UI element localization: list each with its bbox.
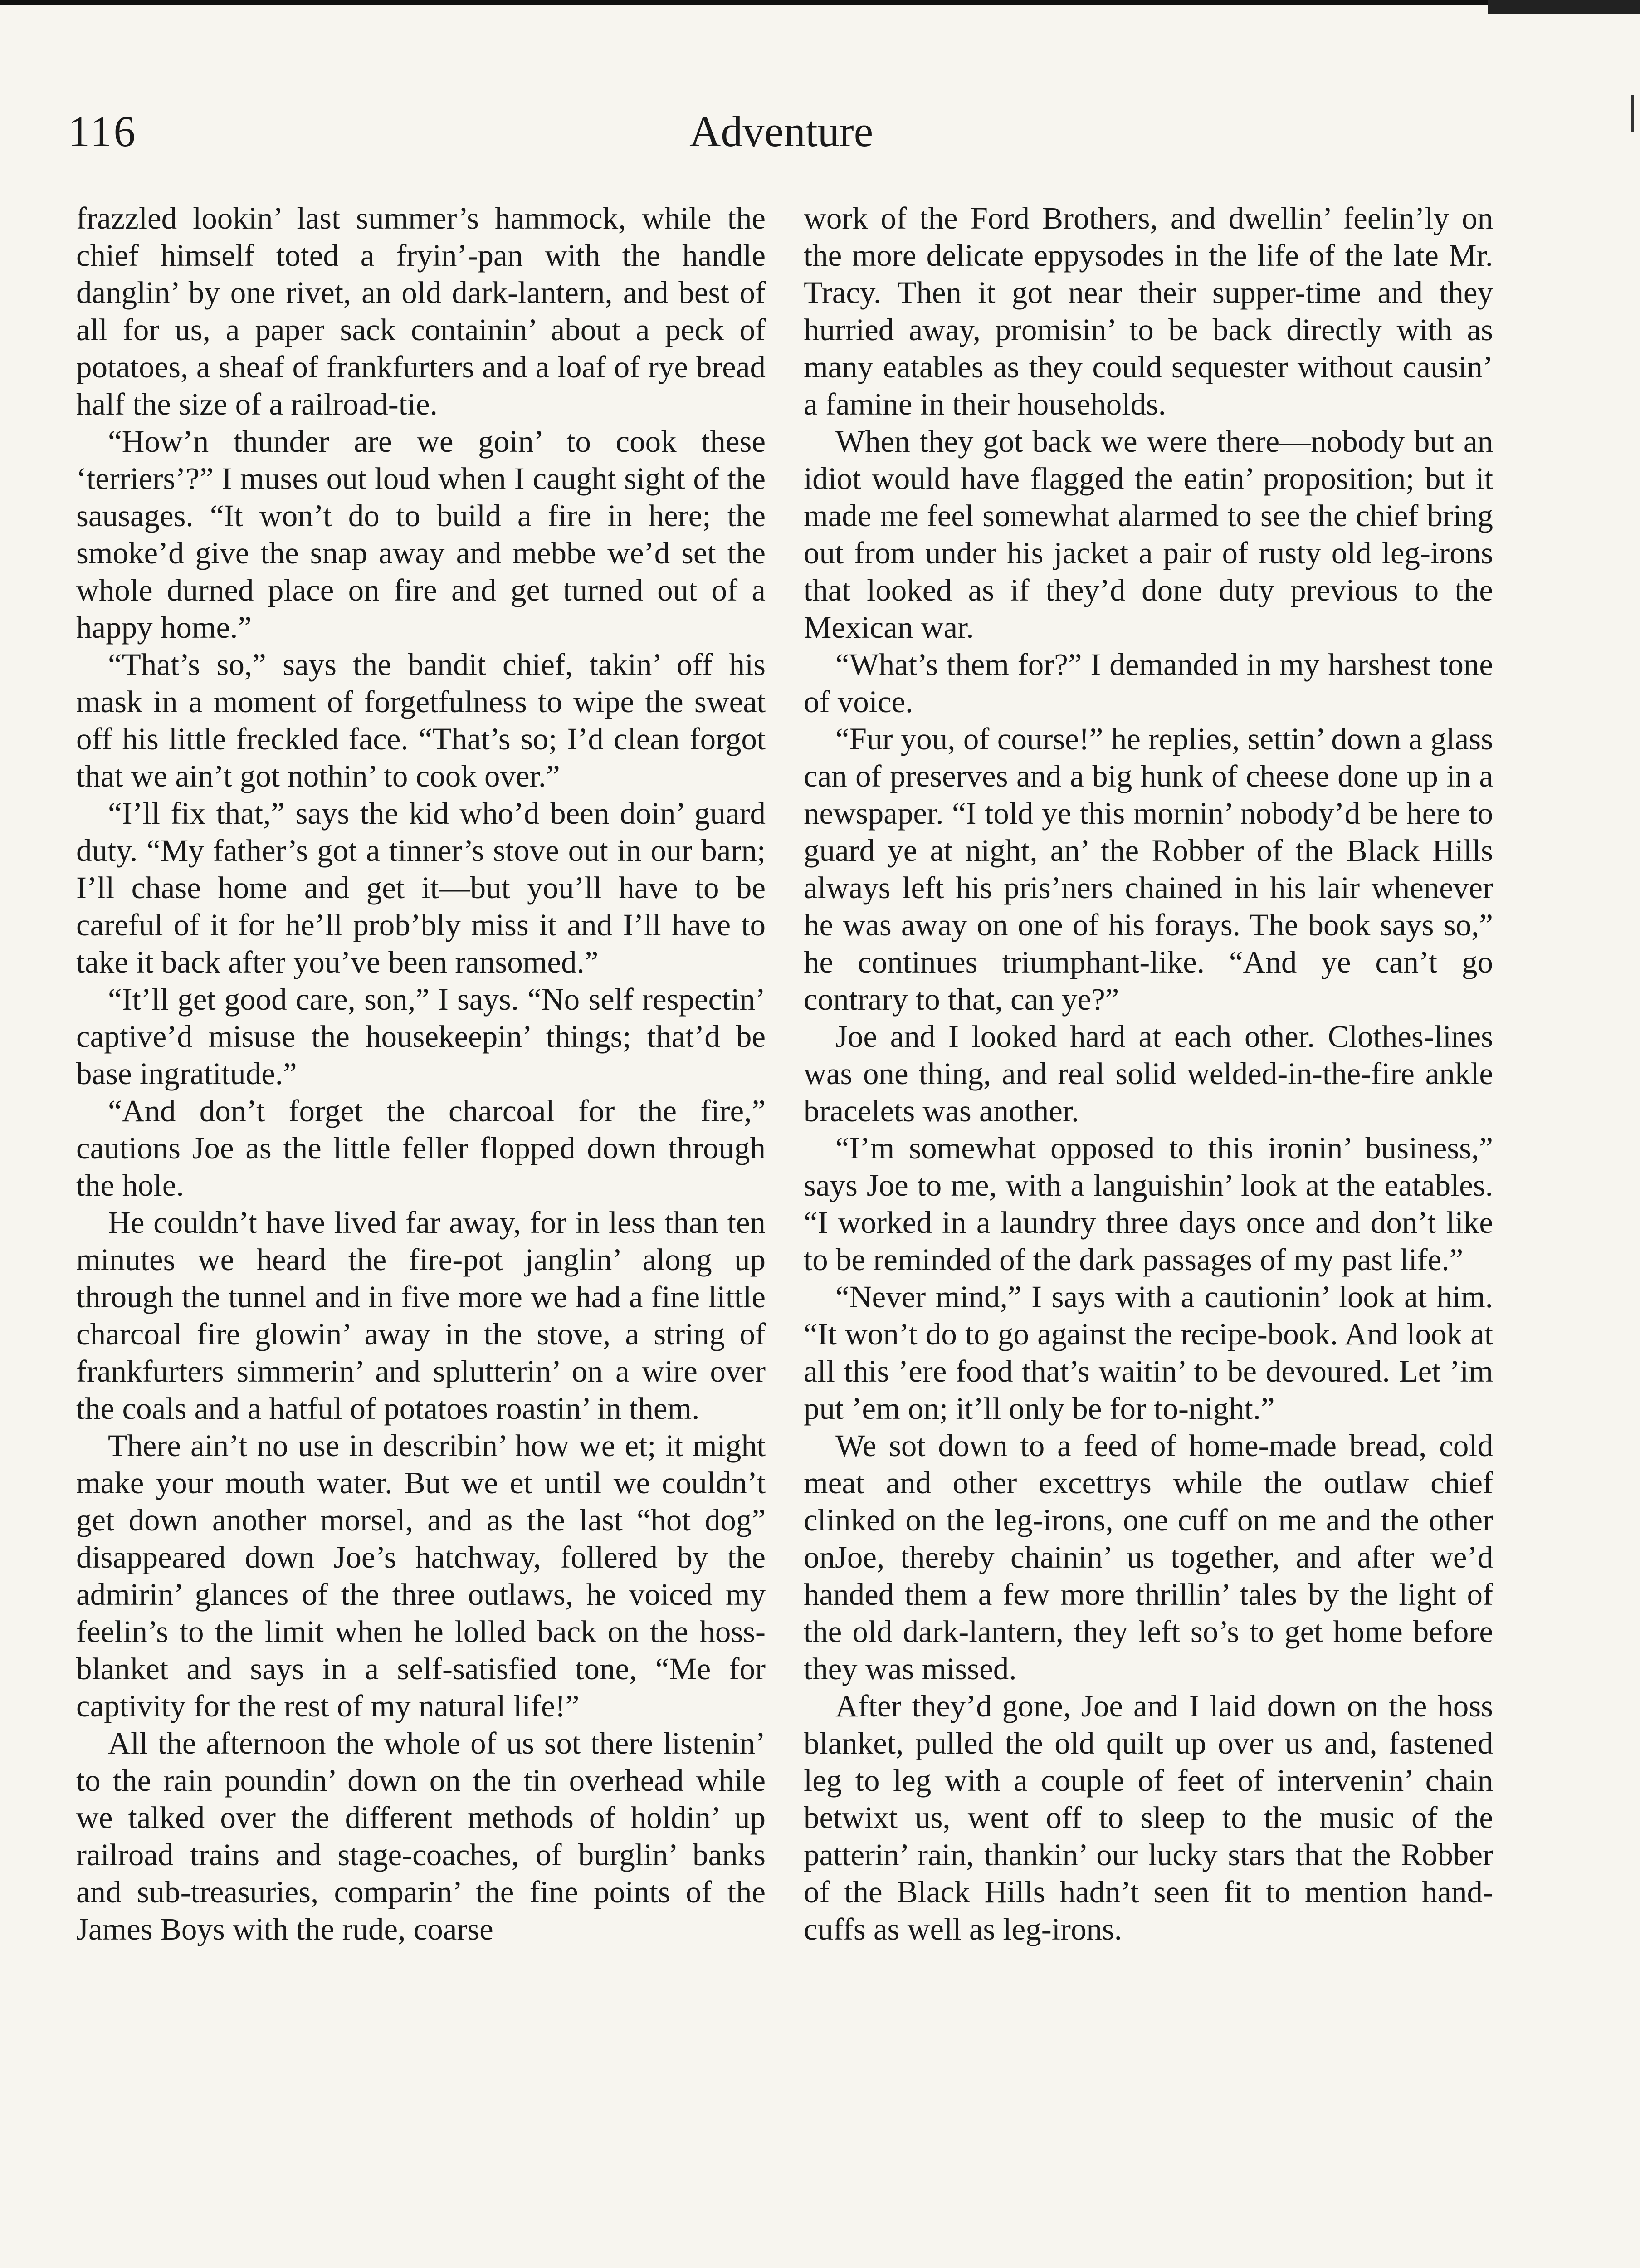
left-column bbox=[76, 200, 766, 1948]
paragraph: We sot down to a feed of home-made bread, cold meat and other excettrys while the outlaw chief clinked on the leg-irons, one cuff on me and the other onJoe, thereby chainin’ us together, and after we’d handed them a few more thrillin’ tales by the light of the old dark-lantern, they left so’s to get home before they was missed. bbox=[804, 1428, 1493, 1686]
page-edge-mark bbox=[1631, 95, 1634, 132]
right-column bbox=[804, 200, 1493, 1948]
paragraph: After they’d gone, Joe and I laid down on the hoss blanket, pulled the old quilt up over us and, fastened leg to leg with a couple of feet of intervenin’ chain betwixt us, went off to sleep to the music of the patterin’ rain, thankin’ our lucky stars that the Robber of the Black Hills hadn’t seen fit to mention hand-cuffs as well as leg-irons. bbox=[804, 1689, 1493, 1946]
paragraph: “How’n thunder are we goin’ to cook these ‘terriers’?” I muses out loud when I caught sight of the sausages. “It won’t do to build a fire in here; the smoke’d give the snap away and mebbe we’d set the whole durned place on fire and get turned out of a happy home.” bbox=[76, 424, 766, 645]
paragraph: frazzled lookin’ last summer’s hammock, while the chief himself toted a fryin’-pan with the handle danglin’ by one rivet, an old dark-lantern, and best of all for us, a paper sack containin’ about a peck of potatoes, a sheaf of frankfurters and a loaf of rye bread half the size of a railroad-tie. bbox=[76, 201, 766, 421]
paragraph: “That’s so,” says the bandit chief, takin’ off his mask in a moment of forgetfulness to wipe the sweat off his little freckled face. “That’s so; I’d clean forgot that we ain’t got nothin’ to cook over.” bbox=[76, 647, 766, 793]
running-title: Adventure bbox=[689, 107, 874, 156]
paragraph: “I’ll fix that,” says the kid who’d been doin’ guard duty. “My father’s got a tinner’s stove out in our barn; I’ll chase home and get it—but you’ll have to be careful of it for he’ll prob’bly miss it and I’ll have to take it back after you’ve been ransomed.” bbox=[76, 796, 766, 979]
paragraph: He couldn’t have lived far away, for in less than ten minutes we heard the fire-pot janglin’ along up through the tunnel and in five more we had a fine little charcoal fire glowin’ away in the stove, a string of frankfurters simmerin’ and splutterin’ on a wire over the coals and a hatful of potatoes roastin’ in them. bbox=[76, 1205, 766, 1426]
top-border-rule bbox=[0, 0, 1640, 11]
paragraph: “Fur you, of course!” he replies, settin’ down a glass can of preserves and a big hunk of cheese done up in a newspaper. “I told ye this mornin’ nobody’d be here to guard ye at night, an’ the Robber of the Black Hills always left his pris’ners chained in his lair whenever he was away on one of his forays. The book says so,” he continues triumphant-like. “And ye can’t go contrary to that, can ye?” bbox=[804, 722, 1493, 1017]
paragraph: All the afternoon the whole of us sot there listenin’ to the rain poundin’ down on the tin overhead while we talked over the different methods of holdin’ up railroad trains and stage-coaches, of burglin’ banks and sub-treasuries, comparin’ the fine points of the James Boys with the rude, coarse bbox=[76, 1726, 766, 1946]
page-header bbox=[68, 104, 1565, 172]
paragraph: “Never mind,” I says with a cautionin’ look at him. “It won’t do to go against the recipe-book. And look at all this ’ere food that’s waitin’ to be devoured. Let ’im put ’em on; it’ll only be for to-night.” bbox=[804, 1280, 1493, 1426]
paragraph: Joe and I looked hard at each other. Clothes-lines was one thing, and real solid welded-in-the-fire ankle bracelets was another. bbox=[804, 1019, 1493, 1128]
paragraph: work of the Ford Brothers, and dwellin’ feelin’ly on the more delicate eppysodes in the life of the late Mr. Tracy. Then it got near their supper-time and they hurried away, promisin’ to be back directly with as many eatables as they could sequester without causin’ a famine in their households. bbox=[804, 201, 1493, 421]
paragraph: There ain’t no use in describin’ how we et; it might make your mouth water. But we et until we couldn’t get down another morsel, and as the last “hot dog” disappeared down Joe’s hatchway, follered by the admirin’ glances of the three outlaws, he voiced my feelin’s to the limit when he lolled back on the hoss-blanket and says in a self-satisfied tone, “Me for captivity for the rest of my natural life!” bbox=[76, 1428, 766, 1723]
paragraph: When they got back we were there—nobody but an idiot would have flagged the eatin’ proposition; but it made me feel somewhat alarmed to see the chief bring out from under his jacket a pair of rusty old leg-irons that looked as if they’d done duty previous to the Mexican war. bbox=[804, 424, 1493, 645]
page-number: 116 bbox=[68, 107, 137, 156]
paragraph: “What’s them for?” I demanded in my harshest tone of voice. bbox=[804, 647, 1493, 719]
top-border-fragment bbox=[1488, 0, 1640, 14]
paragraph: “And don’t forget the charcoal for the fire,” cautions Joe as the little feller flopped down through the hole. bbox=[76, 1094, 766, 1202]
paragraph: “It’ll get good care, son,” I says. “No self respectin’ captive’d misuse the housekeepin’ things; that’d be base ingratitude.” bbox=[76, 982, 766, 1091]
paragraph: “I’m somewhat opposed to this ironin’ business,” says Joe to me, with a languishin’ look at the eatables. “I worked in a laundry three days once and don’t like to be reminded of the dark passages of my past life.” bbox=[804, 1131, 1493, 1277]
